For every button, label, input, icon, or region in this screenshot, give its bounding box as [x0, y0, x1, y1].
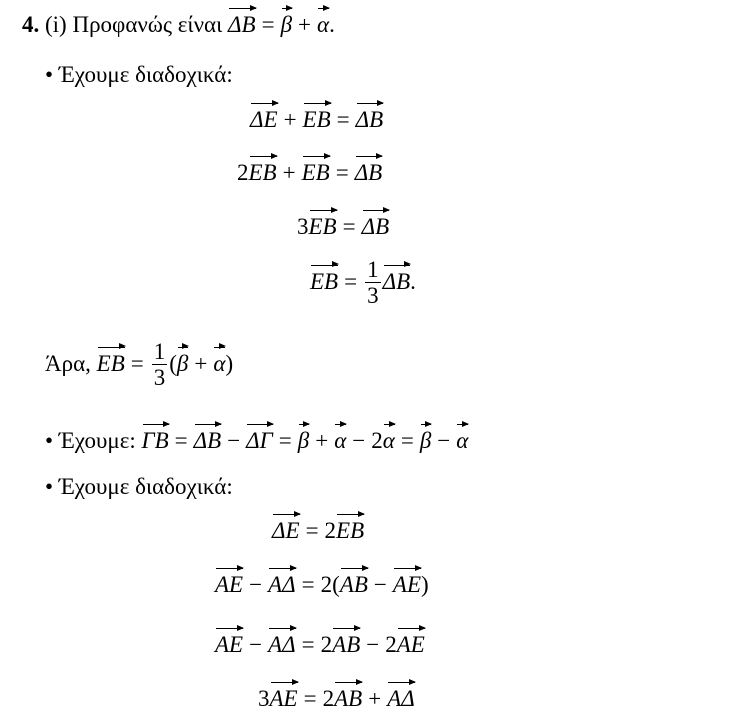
exoume-label: Έχουμε:: [58, 428, 136, 453]
intro-text: Προφανώς είναι: [72, 12, 223, 37]
problem-number: 4.: [22, 12, 40, 37]
eq-6: AE − AΔ = 2(AB − AE): [215, 568, 429, 600]
sequence-label: Έχουμε διαδοχικά:: [58, 62, 233, 87]
eq-2: 2EB + EB = ΔB: [237, 156, 382, 188]
eq-7: AE − AΔ = 2AB − 2AE: [215, 628, 425, 660]
line-1: 4. (i) Προφανώς είναι ΔB = β + α.: [22, 8, 335, 40]
line-exoume: • Έχουμε: ΓB = ΔB − ΔΓ = β + α − 2α = β − α: [45, 424, 468, 456]
eq-3: 3EB = ΔB: [297, 210, 389, 242]
part-label: (i): [45, 12, 67, 37]
eq-4: EB = $\frac{1}{3}$ ΔB.: [310, 257, 416, 308]
ara-label: Άρα,: [45, 350, 91, 376]
line-sequence-2: • Έχουμε διαδοχικά:: [45, 474, 233, 499]
fraction: $\frac{1}{3}$: [367, 257, 379, 308]
vector-beta: β: [281, 8, 292, 40]
eq-1: ΔE + EB = ΔB: [250, 103, 383, 135]
vector-alpha: α: [317, 8, 329, 40]
bullet: •: [45, 62, 54, 87]
vector-DB: ΔB: [228, 8, 256, 40]
line-ara: Άρα, EB = $\frac{1}{3}$ (β + α): [45, 339, 234, 390]
line-2: [45, 60, 233, 90]
eq-5: ΔE = 2EB: [272, 514, 364, 546]
eq-8: 3AE = 2AB + AΔ: [258, 682, 415, 714]
